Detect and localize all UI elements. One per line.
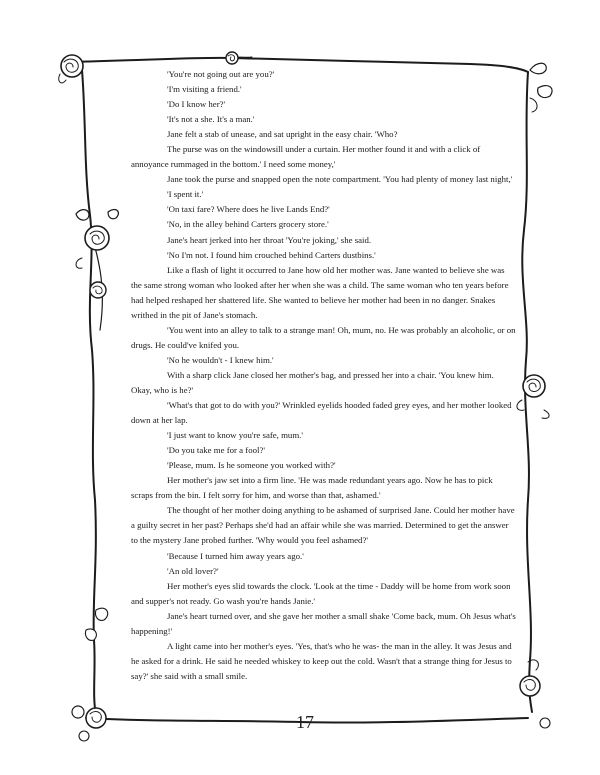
paragraph: 'No he wouldn't - I knew him.' (167, 354, 274, 365)
paragraph: Jane's heart turned over, and she gave her mother a small shake 'Come back, mum. Oh Jesus what's happening!' (131, 610, 516, 636)
paragraph: 'An old lover?' (167, 565, 219, 576)
paragraph: Like a flash of light it occurred to Jane how old her mother was. Jane wanted to believe she was the same strong woman who looked after her when she was a child. The same woman who ten years before had helped reshaped her shattered life. She wanted to believe her mother had been in no danger. Snakes writhed in the pit of Jane's stomach. (131, 264, 509, 320)
paragraph: With a sharp click Jane closed her mother's bag, and pressed her into a chair. 'You knew him. Okay, who is he?' (131, 369, 494, 395)
paragraph: 'Because I turned him away years ago.' (167, 550, 304, 561)
paragraph: 'No I'm not. I found him crouched behind Carters dustbins.' (167, 249, 376, 260)
paragraph: Jane took the purse and snapped open the note compartment. 'You had plenty of money last night,' (167, 174, 513, 185)
rose-icon (226, 52, 238, 64)
leaf-icon (85, 608, 107, 640)
leaf-icon (530, 63, 552, 112)
rose-icon (85, 226, 109, 298)
paragraph: Jane's heart jerked into her throat 'You're joking,' she said. (167, 234, 372, 245)
paragraph: 'Do you take me for a fool?' (167, 445, 265, 456)
rose-icon (59, 55, 83, 83)
paragraph: 'No, in the alley behind Carters grocery store.' (167, 219, 329, 230)
paragraph: 'I just want to know you're safe, mum.' (167, 430, 303, 441)
rose-icon (517, 375, 549, 418)
paragraph: 'I'm visiting a friend.' (167, 84, 242, 95)
paragraph: Her mother's eyes slid towards the clock. 'Look at the time - Daddy will be home from work soon and supper's not ready. Go wash you're hands Janie.' (131, 580, 511, 606)
rose-icon (72, 706, 106, 741)
paragraph: Her mother's jaw set into a firm line. 'He was made redundant years ago. Now he has to pick scraps from the bin. I felt sorry for him, and worse than that, ashamed.' (131, 475, 493, 501)
paragraph: 'What's that got to do with you?' Wrinkled eyelids hooded faded grey eyes, and her mother looked down at her lap. (131, 400, 512, 426)
paragraph: 'It's not a she. It's a man.' (167, 114, 255, 125)
paragraph: 'On taxi fare? Where does he live Lands End?' (167, 204, 330, 215)
paragraph: 'You're not going out are you?' (167, 69, 275, 79)
paragraph: 'You went into an alley to talk to a strange man! Oh, mum, no. He was probably an alcoholic, or on drugs. He could've knifed you. (131, 324, 516, 350)
paragraph: The thought of her mother doing anything to be ashamed of surprised Jane. Could her mother have a guilty secret in her past? Perhaps she'd had an affair while she was married. Determined to get the answer to the mystery Jane probed further. 'Why would you feel ashamed?' (131, 505, 515, 546)
paragraph: 'Please, mum. Is he someone you worked with?' (167, 460, 336, 471)
paragraph: The purse was on the windowsill under a curtain. Her mother found it and with a click of annoyance rummaged in the bottom.' I need some money,' (131, 144, 481, 170)
paragraph: A light came into her mother's eyes. 'Yes, that's who he was- the man in the alley. It was Jesus and he asked for a drink. He said he needed whiskey to keep out the cold. Wasn't that a strange thing for Jesus to say?' she said with a small smile. (131, 640, 512, 681)
paragraph: Jane felt a stab of unease, and sat upright in the easy chair. 'Who? (167, 129, 398, 140)
rose-icon (540, 718, 550, 728)
page-number: 17 (296, 712, 314, 732)
paragraph: 'I spent it.' (167, 189, 204, 200)
paragraph: 'Do I know her?' (167, 99, 226, 110)
story-text (131, 67, 516, 684)
